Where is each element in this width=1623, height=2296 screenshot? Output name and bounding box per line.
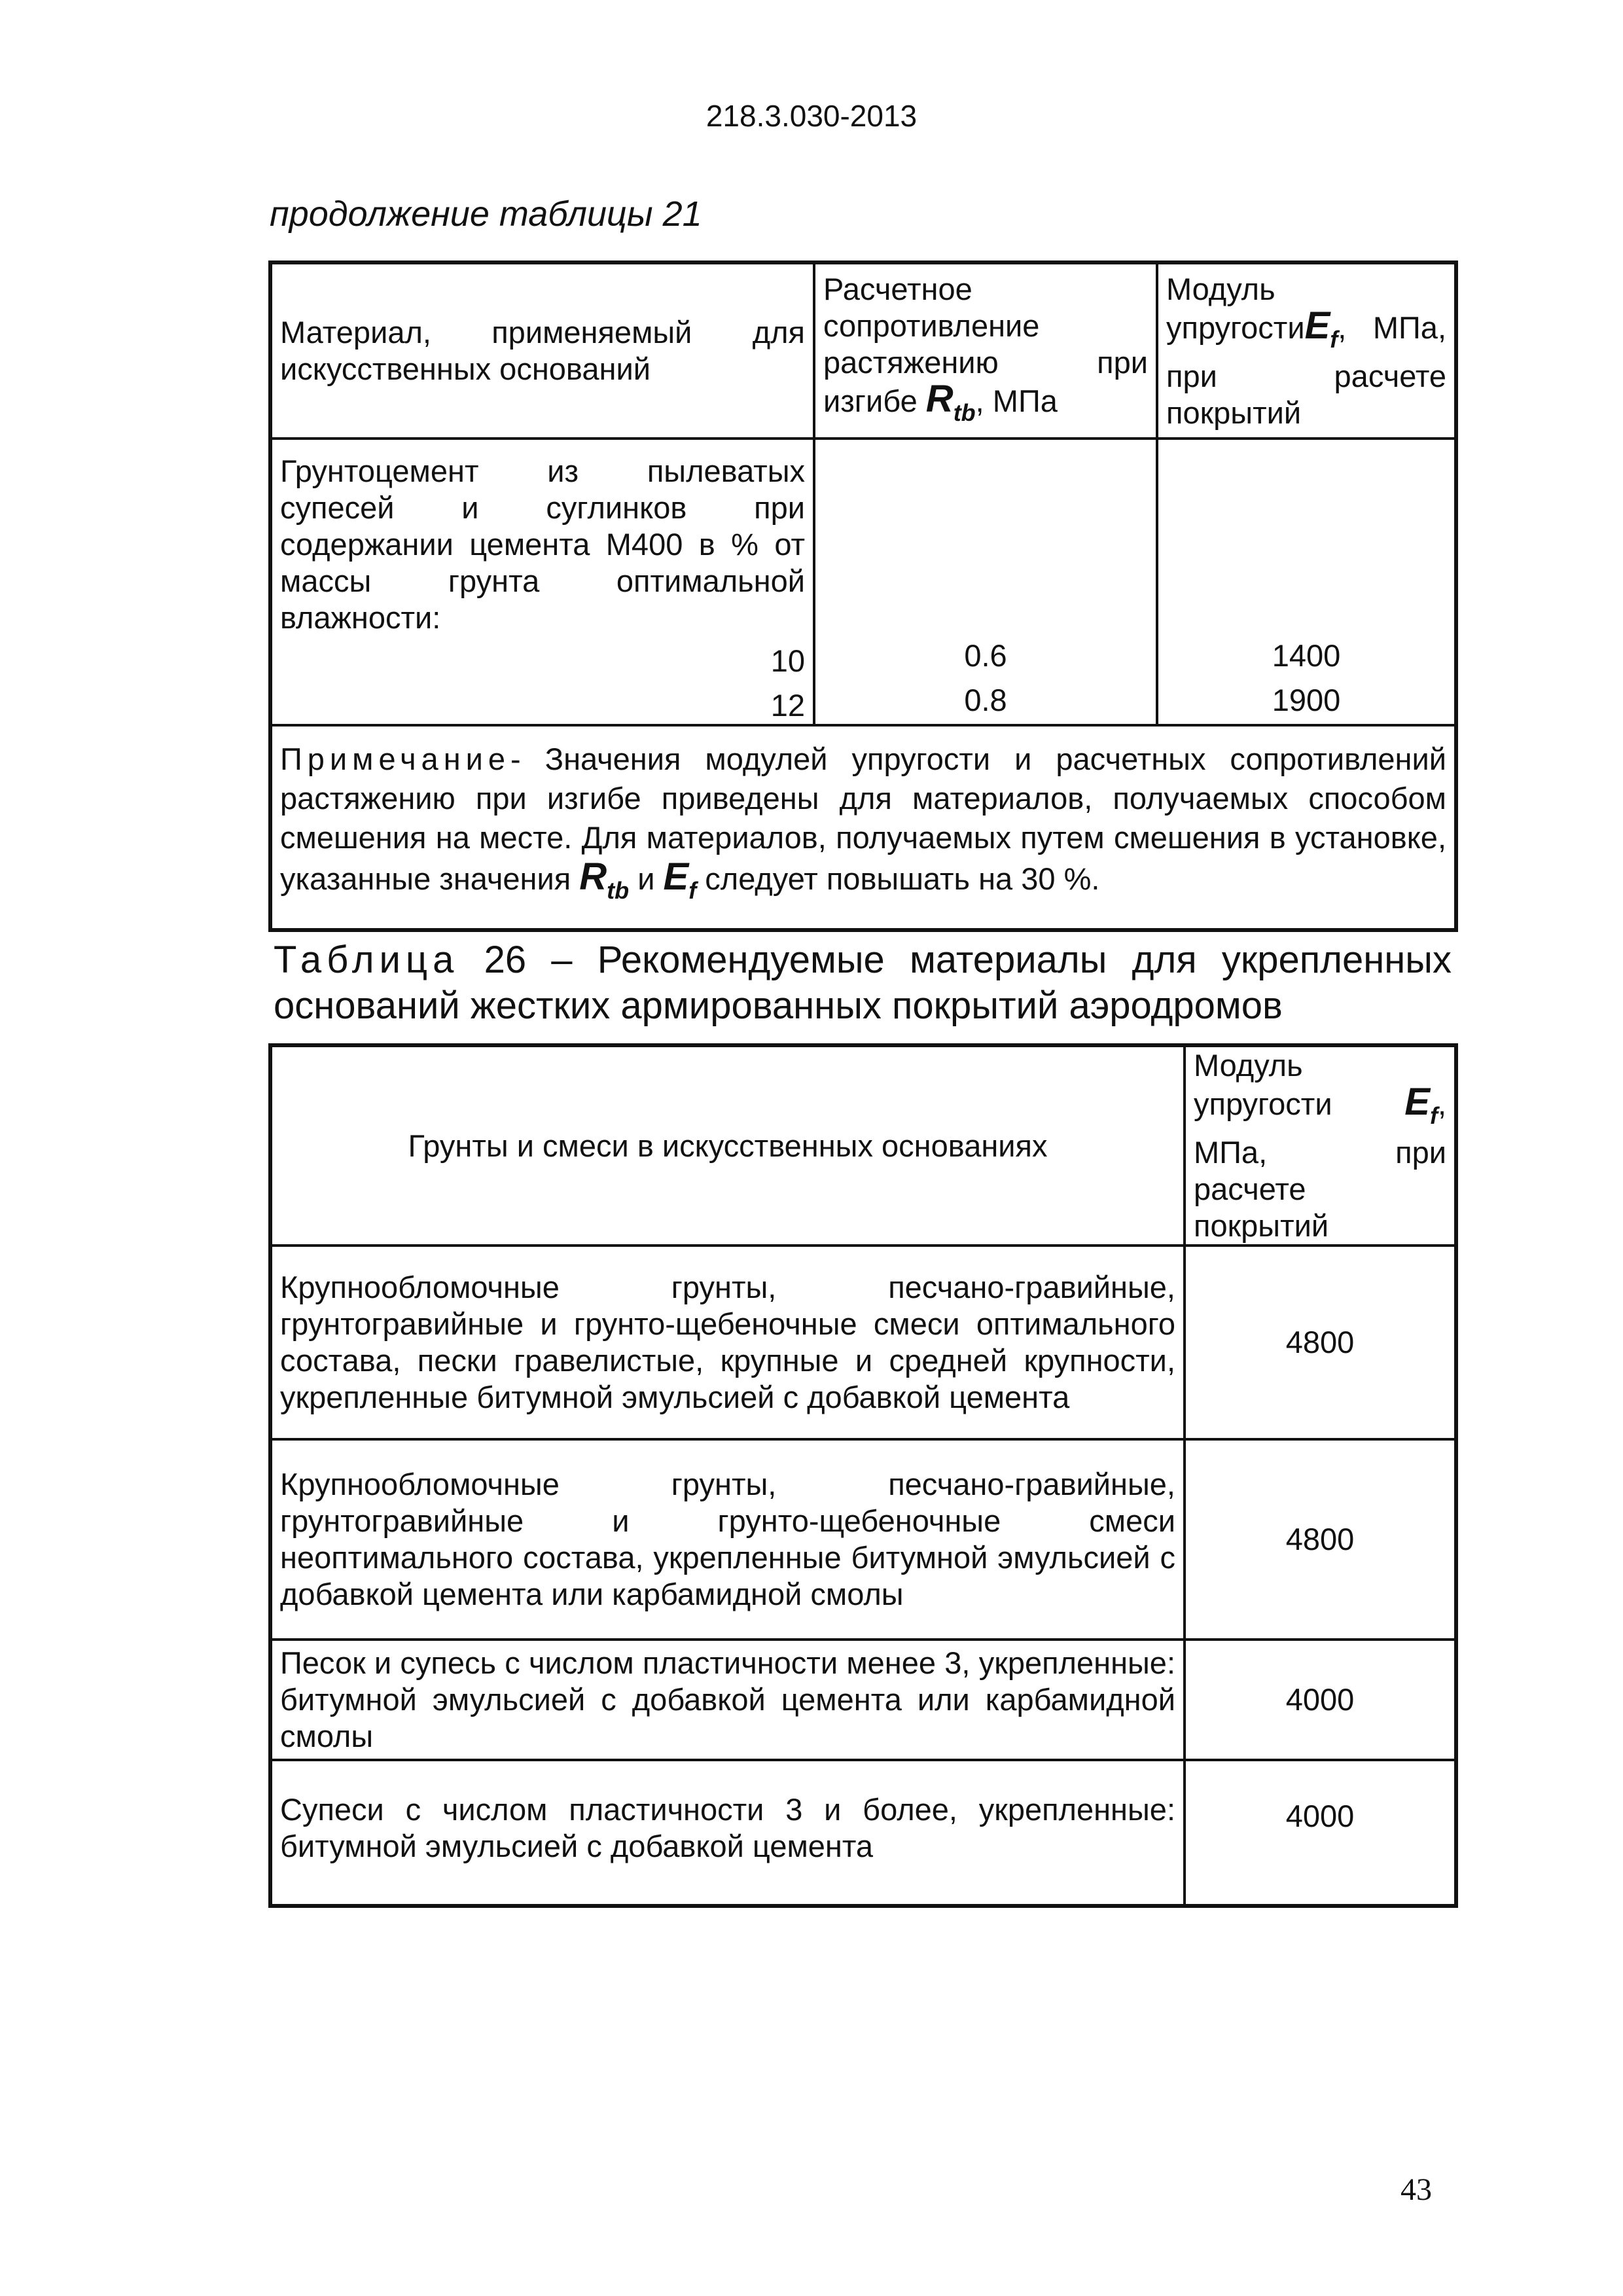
table26-header-row	[271, 1046, 1455, 1246]
table26-material-cell: Песок и супесь с числом пластичности менее 3, укрепленные: битумной эмульсией с добавкой цемента или карбамидной смолы	[271, 1640, 1185, 1760]
note-and: и	[637, 861, 655, 896]
table26-material-cell: Крупнообломочные грунты, песчано-гравийные, грунтогравийные и грунто-щебеночные смеси оптимального состава, пески гравелистые, крупные и средней крупности, укрепленные битумной эмульсией с добавкой цемента	[271, 1246, 1185, 1439]
ef-value-12: 1900	[1272, 683, 1341, 717]
r-symbol: R	[925, 377, 954, 420]
col2-header-text: Расчетное сопротивление растяжению при изгибе	[823, 271, 1148, 418]
table26-ef-cell: 4800	[1185, 1246, 1455, 1439]
note-text-1: - Значения модулей упругости и расчетных сопротивлений растяжению при изгибе приведены для материалов, получаемых способом смешения на месте. Для материалов, получаемых путем смешения в установке, указанные значения	[280, 742, 1446, 896]
e-subscript: f	[1330, 325, 1338, 353]
note-text-2: следует повышать на 30 %.	[705, 861, 1100, 896]
note-r-subscript: tb	[607, 877, 630, 904]
cement-percent-12: 12	[770, 688, 805, 723]
note-label: Примечание	[280, 742, 511, 776]
t26-col2-header-pre: Модуль упругости	[1194, 1048, 1332, 1121]
table26-ef-cell: 4800	[1185, 1439, 1455, 1640]
r-subscript: tb	[953, 399, 976, 426]
rtb-value-12: 0.8	[964, 683, 1007, 717]
e-symbol: E	[1304, 304, 1330, 347]
table21-data-row	[271, 439, 1455, 725]
table21-rtb-cell	[814, 439, 1157, 725]
t26-e-subscript: f	[1429, 1102, 1438, 1129]
table21-note-row	[271, 725, 1455, 929]
ef-value-10: 1400	[1272, 638, 1341, 673]
table21-continuation	[270, 262, 1457, 931]
table26-caption-text: 26 – Рекомендуемые материалы для укрепленных оснований жестких армированных покрытий аэродромов	[274, 939, 1452, 1027]
table21-ef-cell	[1157, 439, 1455, 725]
table-row	[271, 1640, 1455, 1760]
table21-note-cell	[271, 725, 1455, 929]
page-number: 43	[1400, 2172, 1432, 2207]
table21-col1-header-text: Материал, применяемый для искусственных оснований	[280, 315, 805, 386]
table-row	[271, 1760, 1455, 1905]
table21-col3-header	[1157, 263, 1455, 439]
col2-header-unit: , МПа	[975, 383, 1058, 418]
document-code: 218.3.030-2013	[705, 99, 918, 133]
col3-header-post: , МПа, при расчете покрытий	[1166, 310, 1446, 430]
table-row	[271, 1246, 1455, 1439]
table26-col1-header: Грунты и смеси в искусственных основаниях	[271, 1046, 1185, 1246]
table21-header-row	[271, 263, 1455, 439]
table26-col2-header	[1185, 1046, 1455, 1246]
table21-material-cell	[271, 439, 814, 725]
table-row	[271, 1439, 1455, 1640]
cement-percent-10: 10	[770, 643, 805, 678]
table26	[270, 1045, 1457, 1907]
table26-material-cell: Крупнообломочные грунты, песчано-гравийные, грунтогравийные и грунто-щебеночные смеси неоптимального состава, укрепленные битумной эмульсией с добавкой цемента или карбамидной смолы	[271, 1439, 1185, 1640]
note-e-symbol: E	[663, 855, 689, 898]
table26-caption	[274, 937, 1452, 1029]
table26-ef-cell: 4000	[1185, 1640, 1455, 1760]
col3-header-pre: Модуль упругости	[1166, 271, 1305, 345]
table21-col1-header	[271, 263, 814, 439]
t26-col2-header-post: , МПа, при расчете покрытий	[1194, 1086, 1446, 1243]
table26-caption-label: Таблица	[274, 939, 459, 981]
table21-col2-header	[814, 263, 1157, 439]
table26-material-cell: Супеси с числом пластичности 3 и более, укрепленные: битумной эмульсией с добавкой цемента	[271, 1760, 1185, 1905]
t26-e-symbol: E	[1404, 1081, 1430, 1123]
table26-ef-cell: 4000	[1185, 1760, 1455, 1905]
note-r-symbol: R	[579, 855, 607, 898]
table21-material-text: Грунтоцемент из пылеватых супесей и суглинков при содержании цемента М400 в % от массы грунта оптимальной влажности:	[280, 454, 805, 635]
note-e-subscript: f	[688, 877, 697, 904]
table21-continuation-caption: продолжение таблицы 21	[270, 194, 702, 234]
rtb-value-10: 0.6	[964, 638, 1007, 673]
